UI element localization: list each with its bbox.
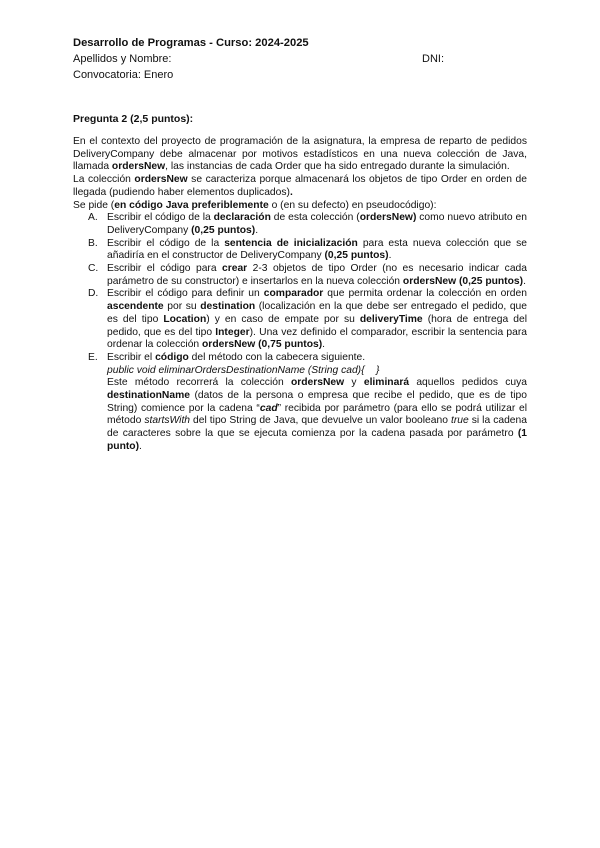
- task-a-bold-2: ordersNew): [359, 212, 417, 224]
- task-d-bold-6: Integer: [215, 326, 250, 338]
- intro-text-1: En el contexto del proyecto de programación de la asignatura, la empresa de reparto de pedidos DeliveryCompany debe almacenar por motivos estadísticos en una nueva colección de Java, llamada: [73, 136, 527, 173]
- task-marker-b: B.: [88, 237, 98, 249]
- task-d-bold-5: deliveryTime: [359, 313, 423, 325]
- char-bold-collection: ordersNew: [134, 174, 188, 186]
- request-bold: en código Java preferiblemente: [114, 199, 269, 211]
- task-e-desc-2: y: [344, 377, 364, 389]
- question-title: Pregunta 2 (2,5 puntos):: [73, 113, 194, 125]
- task-marker-a: A.: [88, 212, 98, 224]
- task-e-text-2: del método con la cabecera siguiente.: [188, 351, 366, 363]
- task-e-desc-bold-1: ordersNew: [290, 377, 345, 389]
- task-c-text-1: Escribir el código para: [107, 263, 222, 275]
- task-b-text-1: Escribir el código de la: [107, 237, 225, 249]
- task-e-desc-1: Este método recorrerá la colección: [107, 377, 291, 389]
- task-d-text-3: por su: [163, 301, 201, 313]
- task-b-text-2: para esta nueva colección que se añadiría en el constructor de DeliveryCompany: [107, 237, 527, 262]
- name-line: [73, 51, 527, 67]
- task-list: [73, 212, 527, 453]
- characterization-paragraph: [73, 174, 527, 199]
- task-d-bold-4: Location: [163, 313, 207, 325]
- task-c-bold-1: crear: [222, 263, 248, 275]
- intro-bold-collection: ordersNew: [111, 161, 166, 173]
- task-e-desc-param: cad: [259, 402, 278, 414]
- name-label: Apellidos y Nombre:: [73, 53, 172, 65]
- request-text-1: Se pide (: [73, 199, 115, 211]
- task-d-text-4: (localización en la que debe ser entregado el pedido, que es del tipo: [107, 301, 528, 325]
- task-b-text-3: .: [388, 250, 392, 262]
- task-d-text-2: que permita ordenar la colección en orden: [323, 288, 527, 300]
- task-e-desc-8: .: [139, 440, 142, 452]
- task-e-points: (1 punto): [107, 428, 527, 452]
- task-a-text-2: de esta colección (: [270, 212, 360, 224]
- task-b-points: (0,25 puntos): [324, 250, 389, 262]
- task-marker-c: C.: [88, 263, 99, 275]
- task-e-desc-7: si la cadena de caracteres sobre la que se ejecuta comienza por la cadena pasada por parámetro: [107, 415, 527, 440]
- task-e-desc-5: ” recibida por parámetro (para ello se podrá utilizar el método: [107, 402, 527, 427]
- request-line: [73, 200, 527, 213]
- intro-paragraph: [73, 136, 527, 174]
- task-d-bold-3: destination: [200, 301, 256, 313]
- task-a-text-4: .: [255, 224, 259, 236]
- char-text-1: La colección: [73, 174, 135, 186]
- task-c-text-3: .: [523, 275, 526, 287]
- course-title: Desarrollo de Programas - Curso: 2024-2025: [73, 37, 309, 49]
- intro-text-2: , las instancias de cada Order que ha sido entregado durante la simulación.: [165, 161, 510, 173]
- task-d-points: ordersNew (0,75 puntos): [202, 339, 323, 351]
- task-d-bold-2: ascendente: [107, 301, 164, 313]
- task-d-text-6: (hora de entrega del pedido, que es del tipo: [107, 313, 527, 338]
- task-e-desc-bold-2: eliminará: [363, 377, 410, 389]
- task-a-bold-1: declaración: [213, 212, 271, 224]
- task-d-text-8: .: [322, 339, 326, 351]
- task-e-bold-1: código: [155, 351, 189, 363]
- task-e-text-1: Escribir el: [107, 351, 156, 363]
- task-e-desc-4: (datos de la persona o empresa que recibe el pedido, que es de tipo String) comience por la cadena “: [107, 390, 527, 414]
- task-d-bold-1: comparador: [263, 288, 324, 300]
- task-item-e: [73, 352, 527, 454]
- task-b-bold-1: sentencia de inicialización: [224, 237, 358, 249]
- task-a-text-1: Escribir el código de la: [107, 212, 214, 224]
- task-c-text-2: 2-3 objetos de tipo Order (no es necesario indicar cada parámetro de su constructor) e insertarlos en la nueva colección: [107, 263, 527, 287]
- exam-page: [73, 36, 527, 454]
- task-marker-e: E.: [88, 351, 98, 363]
- task-marker-d: D.: [88, 288, 99, 300]
- char-text-2: se caracteriza porque almacenará los objetos de tipo Order en orden de llegada (pudiendo haber elementos duplicados): [73, 174, 527, 198]
- task-c-points: ordersNew (0,25 puntos): [402, 275, 524, 287]
- task-e-desc-bold-3: destinationName: [107, 390, 190, 402]
- task-e-desc-3: aquellos pedidos cuya: [409, 377, 528, 389]
- method-signature: public void eliminarOrdersDestinationName (String cad){ }: [107, 364, 380, 376]
- task-d-text-7: ). Una vez definido el comparador, escribir la sentencia para ordenar la colección: [107, 326, 528, 351]
- task-e-desc-italic-2: true: [450, 415, 469, 427]
- task-d-text-1: Escribir el código para definir un: [107, 288, 264, 300]
- task-d-text-5: ) y en caso de empate por su: [206, 313, 360, 325]
- request-text-2: o (en su defecto) en pseudocódigo):: [268, 199, 437, 211]
- task-a-points: (0,25 puntos): [191, 224, 256, 236]
- task-e-desc-italic-1: startsWith: [144, 415, 191, 427]
- task-item-c: [73, 263, 527, 288]
- task-item-b: [73, 238, 527, 263]
- task-e-desc-6: del tipo String de Java, que devuelve un valor booleano: [190, 415, 451, 427]
- session-line: Convocatoria: Enero: [73, 69, 174, 81]
- dni-label: DNI:: [422, 53, 444, 65]
- char-bold-period: .: [289, 186, 293, 198]
- task-item-a: [73, 212, 527, 237]
- task-a-text-3: como nuevo atributo en DeliveryCompany: [107, 212, 527, 236]
- task-item-d: [73, 288, 527, 352]
